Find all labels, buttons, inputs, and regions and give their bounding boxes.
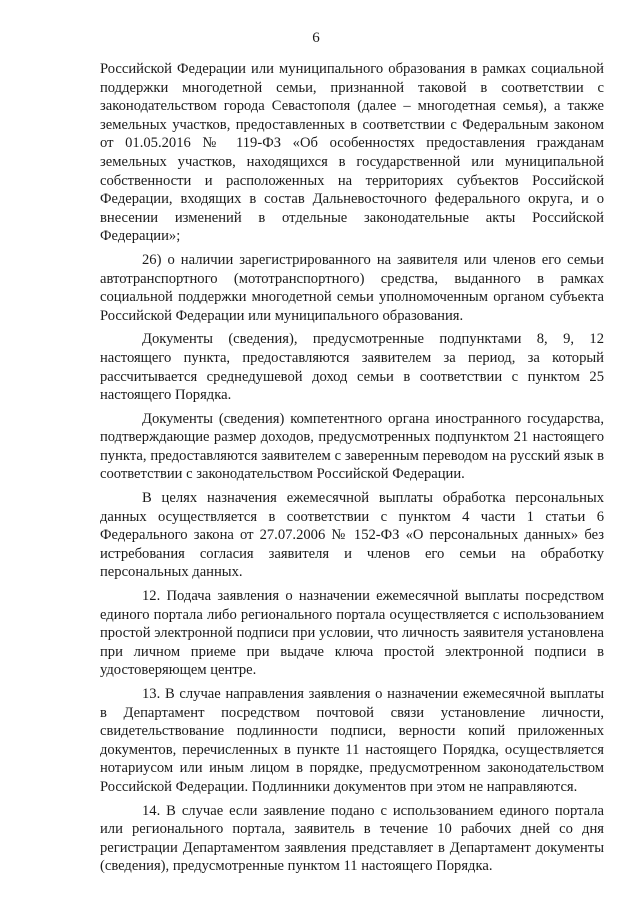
paragraph-personal-data: В целях назначения ежемесячной выплаты обработка персональных данных осуществляется в соответствии с пунктом 4 части 1 статьи 6 Федерального закона от 27.07.2006 № 152-ФЗ «О персональных данных» без истребования согласия заявителя и членов его семьи на обработку персональных данных. <box>100 490 604 581</box>
page-number: 6 <box>312 30 320 46</box>
paragraph-section-14: 14. В случае если заявление подано с использованием единого портала или регионального портала, заявитель в течение 10 рабочих дней со дня регистрации Департаментом заявления представляет в Департамент документы (сведения), предусмотренные пунктом 11 настоящего Порядка. <box>100 802 604 875</box>
paragraph-documents-period: Документы (сведения), предусмотренные подпунктами 8, 9, 12 настоящего пункта, предоставляются заявителем за период, за который рассчитывается среднедушевой доход семьи в соответствии с пунктом 25 настоящего Порядка. <box>100 331 604 404</box>
paragraph-section-12: 12. Подача заявления о назначении ежемесячной выплаты посредством единого портала либо регионального портала осуществляется с использованием простой электронной подписи при условии, что личность заявителя установлена при личном приеме при выдаче ключа простой электронной подписи в удостоверяющем центре. <box>100 588 604 679</box>
paragraph-section-13: 13. В случае направления заявления о назначении ежемесячной выплаты в Департамент посредством почтовой связи установление личности, свидетельствование подлинности подписи, верности копий приложенных документов, перечисленных в пункте 11 настоящего Порядка, осуществляется нотариусом или иным лицом в порядке, предусмотренном законодательством Российской Федерации. Подлинники документов при этом не направляются. <box>100 686 604 795</box>
paragraph-item-26: 26) о наличии зарегистрированного на заявителя или членов его семьи автотранспортного (мототранспортного) средства, выданного в рамках социальной поддержки многодетной семьи уполномоченным органом субъекта Российской Федерации или муниципального образования. <box>100 251 604 324</box>
document-body <box>100 60 604 881</box>
paragraph-foreign-documents: Документы (сведения) компетентного органа иностранного государства, подтверждающие размер доходов, предусмотренных подпунктом 21 настоящего пункта, предоставляются заявителем с заверенным переводом на русский язык в соответствии с законодательством Российской Федерации. <box>100 410 604 483</box>
paragraph-continuation: Российской Федерации или муниципального образования в рамках социальной поддержки многодетной семьи, признанной таковой в соответствии с законодательством города Севастополя (далее – многодетная семья), а также земельных участков, предоставленных в соответствии с Федеральным законом от 01.05.2016 № 119-ФЗ «Об особенностях предоставления гражданам земельных участков, находящихся в государственной или муниципальной собственности и расположенных на территориях субъектов Российской Федерации, входящих в состав Дальневосточного федерального округа, и о внесении изменений в отдельные законодательные акты Российской Федерации»; <box>100 61 604 245</box>
